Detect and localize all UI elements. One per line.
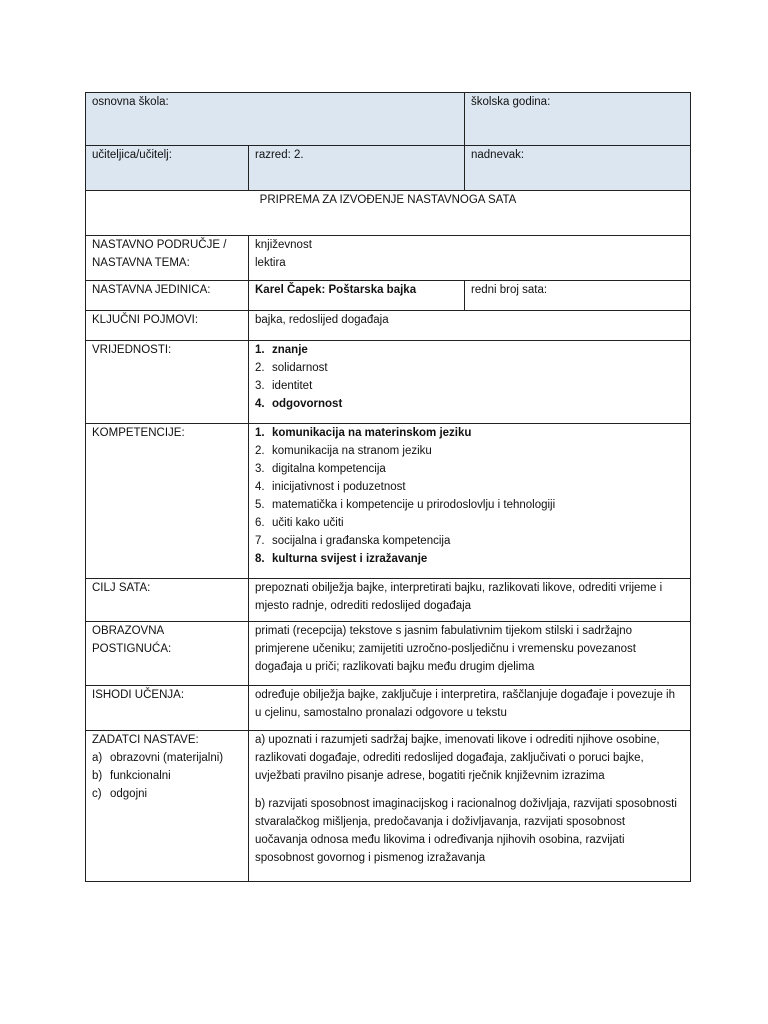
list-item-text: komunikacija na stranom jeziku — [272, 445, 432, 457]
list-item-text: odgovornost — [272, 398, 343, 410]
school-row — [86, 93, 691, 146]
outcomes-label: ISHODI UČENJA: — [86, 686, 249, 731]
list-item-text: matematička i kompetencije u prirodoslovlju i tehnologiji — [272, 499, 556, 511]
values-list — [255, 341, 684, 413]
task-a-line: a) upoznati i razumjeti sadržaj bajke, imenovati likove i odrediti njihove osobine, — [255, 734, 660, 746]
competences-cell — [249, 424, 691, 579]
date-label: nadnevak: — [471, 149, 525, 161]
list-item-text: obrazovni (materijalni) — [110, 752, 224, 764]
list-item — [255, 341, 684, 359]
list-item — [92, 767, 242, 785]
list-item-number: 1. — [255, 344, 265, 356]
competences-label: KOMPETENCIJE: — [86, 424, 249, 579]
unit-value: Karel Čapek: Poštarska bajka — [249, 281, 465, 311]
task-a-paragraph — [255, 731, 684, 785]
list-item-number: 8. — [255, 553, 265, 565]
outcomes-line: određuje obilježja bajke, zaključuje i interpretira, raščlanjuje događaje i povezuje ih — [255, 689, 676, 701]
list-item-text: digitalna kompetencija — [272, 463, 386, 475]
task-b-line: stvaralačkog mišljenja, predočavanja i doživljavanja, razvijati sposobnost — [255, 816, 626, 828]
list-item-text: kulturna svijest i izražavanje — [272, 553, 428, 565]
tasks-cell — [249, 731, 691, 882]
list-item-text: komunikacija na materinskom jeziku — [272, 427, 472, 439]
area-label-line1: NASTAVNO PODRUČJE / — [92, 239, 227, 251]
list-item-number: 3. — [255, 380, 265, 392]
list-item — [255, 514, 684, 532]
list-item-number: 1. — [255, 427, 265, 439]
teacher-label: učiteljica/učitelj: — [92, 149, 172, 161]
task-b-line: uočavanja odnosa među likovima i određivanja njihovih osobina, razvijati — [255, 834, 625, 846]
tasks-row — [86, 731, 691, 882]
list-item-number: 3. — [255, 463, 265, 475]
goal-line: mjesto radnje, odrediti redoslijed događaja — [255, 600, 472, 612]
competences-row — [86, 424, 691, 579]
task-b-line: sposobnost govornog i pismenog izražavanja — [255, 852, 486, 864]
achievements-line: primati (recepcija) tekstove s jasnim fabulativnim tijekom stilski i sadržajno — [255, 625, 633, 637]
values-label: VRIJEDNOSTI: — [86, 341, 249, 424]
goal-line: prepoznati obilježja bajke, interpretirati bajku, razlikovati likove, odrediti vrijeme i — [255, 582, 663, 594]
lesson-number-label: redni broj sata: — [465, 281, 691, 311]
area-label-cell — [86, 236, 249, 281]
grade-field — [249, 146, 465, 191]
list-item — [255, 359, 684, 377]
list-item — [255, 460, 684, 478]
list-item-number: 5. — [255, 499, 265, 511]
unit-row — [86, 281, 691, 311]
teacher-field — [86, 146, 249, 191]
list-item — [255, 550, 684, 568]
area-value-line2: lektira — [255, 257, 286, 269]
list-item — [255, 478, 684, 496]
list-item — [255, 532, 684, 550]
list-item-text: solidarnost — [272, 362, 328, 374]
list-item-text: znanje — [272, 344, 308, 356]
list-item-text: socijalna i građanska kompetencija — [272, 535, 451, 547]
date-field — [465, 146, 691, 191]
list-item — [255, 424, 684, 442]
task-a-line: razlikovati događaje, odrediti redoslijed događaja, zaključivati o poruci bajke, — [255, 752, 644, 764]
grade-label: razred: 2. — [255, 149, 304, 161]
list-item — [92, 749, 242, 767]
outcomes-row — [86, 686, 691, 731]
area-value-cell — [249, 236, 691, 281]
goal-label: CILJ SATA: — [86, 579, 249, 622]
list-item-number: 4. — [255, 398, 265, 410]
task-b-line: b) razvijati sposobnost imaginacijskog i racionalnog doživljaja, razvijati sposobnosti — [255, 798, 677, 810]
area-row — [86, 236, 691, 281]
list-item-text: inicijativnost i poduzetnost — [272, 481, 406, 493]
school-label: osnovna škola: — [92, 96, 169, 108]
list-item-number: 2. — [255, 445, 265, 457]
list-item-text: učiti kako učiti — [272, 517, 344, 529]
school-field — [86, 93, 465, 146]
achievements-row — [86, 622, 691, 686]
tasks-label: ZADATCI NASTAVE: — [92, 734, 199, 746]
list-item-number: 7. — [255, 535, 265, 547]
list-item — [255, 442, 684, 460]
list-item — [92, 785, 242, 803]
list-item-number: 4. — [255, 481, 265, 493]
list-item — [255, 395, 684, 413]
outcomes-line: u cjelinu, samostalno pronalazi odgovore u tekstu — [255, 707, 507, 719]
outcomes-cell — [249, 686, 691, 731]
achievements-line: događaja u priči; razlikovati bajku među drugim djelima — [255, 661, 535, 673]
area-label-line2: NASTAVNA TEMA: — [92, 257, 190, 269]
competences-list — [255, 424, 684, 568]
task-a-line: uvježbati pravilno pisanje adrese, bogatiti rječnik književnim izrazima — [255, 770, 605, 782]
achievements-line: primjerene učeniku; zamijetiti uzročno-posljedičnu i vremensku povezanost — [255, 643, 636, 655]
lesson-plan-table — [85, 92, 691, 882]
list-item-text: identitet — [272, 380, 313, 392]
list-item-letter: a) — [92, 752, 103, 764]
list-item — [255, 377, 684, 395]
list-item — [255, 496, 684, 514]
goal-row — [86, 579, 691, 622]
area-value-line1: književnost — [255, 239, 312, 251]
list-item-text: funkcionalni — [110, 770, 171, 782]
list-item-letter: c) — [92, 788, 102, 800]
list-item-number: 6. — [255, 517, 265, 529]
goal-cell — [249, 579, 691, 622]
tasks-label-cell — [86, 731, 249, 882]
school-year-field — [465, 93, 691, 146]
document-title: PRIPREMA ZA IZVOĐENJE NASTAVNOGA SATA — [86, 191, 691, 236]
key-concepts-label: KLJUČNI POJMOVI: — [86, 311, 249, 341]
achievements-label: OBRAZOVNA POSTIGNUĆA: — [86, 622, 249, 686]
task-b-paragraph — [255, 795, 684, 867]
unit-label: NASTAVNA JEDINICA: — [86, 281, 249, 311]
list-item-number: 2. — [255, 362, 265, 374]
key-concepts-value: bajka, redoslijed događaja — [249, 311, 691, 341]
list-item-text: odgojni — [110, 788, 148, 800]
list-item-letter: b) — [92, 770, 103, 782]
achievements-cell — [249, 622, 691, 686]
title-row — [86, 191, 691, 236]
key-concepts-row — [86, 311, 691, 341]
values-row — [86, 341, 691, 424]
school-year-label: školska godina: — [471, 96, 551, 108]
values-cell — [249, 341, 691, 424]
teacher-row — [86, 146, 691, 191]
